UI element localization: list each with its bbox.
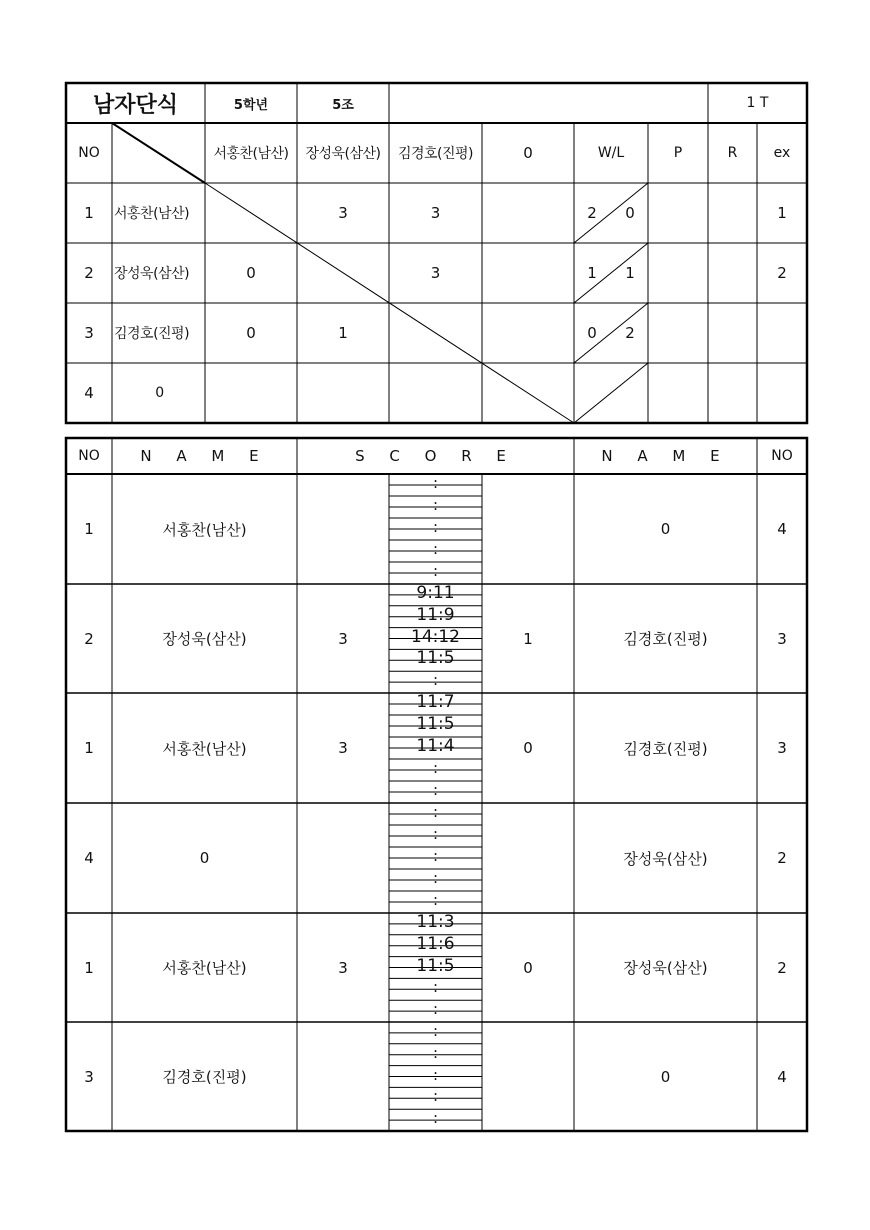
league-row-no: 2 (84, 264, 94, 282)
set-score: : (432, 847, 439, 866)
match-no-right: 3 (777, 629, 787, 648)
league-ex (757, 363, 807, 423)
match-no-left-header: NO (78, 448, 100, 464)
league-result-cell (482, 183, 574, 243)
match-score-right: 0 (523, 958, 533, 977)
league-wins: 2 (587, 204, 597, 222)
match-no-left: 4 (84, 849, 94, 867)
match-name-right: 장성욱(삼산) (623, 849, 708, 868)
league-rank (708, 363, 757, 423)
match-no-left: 1 (84, 520, 94, 538)
league-ex: 2 (777, 264, 787, 282)
set-score: : (432, 891, 439, 910)
set-score: : (432, 803, 439, 822)
league-rank (708, 183, 757, 243)
set-score: 11:5 (416, 955, 455, 976)
match-name-right: 0 (660, 520, 671, 538)
league-col-player-2: 장성욱(삼산) (305, 146, 381, 162)
set-score: 14:12 (411, 626, 460, 647)
match-score-left (297, 1022, 389, 1131)
league-result-cell: 3 (430, 264, 441, 282)
table-number: 1 T (746, 95, 769, 111)
set-score: : (432, 1043, 439, 1062)
league-losses: 2 (625, 324, 635, 342)
league-losses (618, 363, 642, 423)
league-no-header: NO (78, 145, 100, 161)
set-score: 11:7 (416, 692, 455, 713)
match-score-right (482, 1022, 574, 1131)
league-col-player-4: 0 (523, 144, 533, 162)
league-points (648, 243, 708, 303)
league-row-no: 1 (84, 204, 94, 222)
league-rank (708, 303, 757, 363)
set-score: 9:11 (416, 582, 455, 603)
set-score: : (432, 759, 439, 778)
set-score: : (432, 869, 439, 888)
match-no-right: 2 (777, 849, 787, 867)
match-score-right: 0 (523, 739, 533, 757)
league-wl-header: W/L (597, 145, 625, 161)
match-score-left: 3 (338, 958, 348, 977)
set-score: 11:5 (416, 648, 455, 669)
match-score-header: S C O R E (355, 447, 516, 465)
match-score-left (297, 474, 389, 584)
league-wins: 0 (587, 324, 597, 342)
league-result-cell (482, 363, 574, 423)
match-no-right: 3 (777, 739, 787, 757)
league-wins: 1 (587, 264, 597, 282)
match-name-right: 김경호(진평) (623, 739, 708, 758)
league-wins (580, 363, 604, 423)
set-score: : (432, 1109, 439, 1128)
league-row-name: 장성욱(삼산) (114, 266, 190, 282)
league-rank (708, 243, 757, 303)
league-result-cell (482, 303, 574, 363)
league-result-cell: 1 (338, 324, 348, 342)
group-label: 5조 (332, 97, 354, 113)
league-points (648, 303, 708, 363)
set-score: : (432, 562, 439, 581)
league-result-cell: 0 (246, 264, 256, 282)
match-no-right: 4 (777, 1067, 787, 1086)
league-row-no: 3 (84, 324, 94, 342)
match-name-right: 장성욱(삼산) (623, 959, 708, 977)
set-score: : (432, 671, 439, 690)
match-name-left: 서홍찬(남산) (162, 959, 247, 977)
league-row-name: 0 (155, 385, 164, 401)
league-result-cell (389, 363, 482, 423)
match-no-right-header: NO (771, 448, 793, 464)
set-score: : (432, 978, 439, 997)
league-points (648, 183, 708, 243)
league-result-cell: 3 (430, 204, 441, 222)
set-score: : (432, 540, 439, 559)
league-losses: 0 (625, 204, 635, 222)
league-row-name: 김경호(진평) (114, 326, 190, 342)
set-score: : (432, 1065, 439, 1084)
match-no-right: 2 (777, 958, 787, 977)
set-score: : (432, 1087, 439, 1106)
event-title: 남자단식 (92, 92, 178, 118)
match-name-right: 0 (660, 1067, 671, 1086)
match-score-right: 1 (523, 629, 533, 648)
set-score: 11:5 (416, 714, 455, 735)
set-score: : (432, 1000, 439, 1019)
grade-label: 5학년 (233, 97, 269, 113)
league-ex (757, 303, 807, 363)
league-result-cell (205, 183, 297, 243)
league-r-header: R (727, 145, 738, 161)
league-result-cell: 0 (246, 324, 256, 342)
league-col-player-3: 김경호(진평) (397, 146, 474, 162)
league-result-cell (389, 303, 482, 363)
league-result-cell (205, 363, 297, 423)
match-name-left-header: N A M E (140, 447, 269, 465)
set-score: 11:3 (416, 911, 455, 932)
match-name-right: 김경호(진평) (623, 630, 708, 648)
match-score-right (482, 474, 574, 584)
league-ex: 1 (777, 204, 787, 222)
match-score-right (482, 803, 574, 913)
set-score: : (432, 825, 439, 844)
match-name-left: 서홍찬(남산) (162, 520, 247, 539)
league-result-cell (297, 243, 389, 303)
match-no-left: 2 (84, 629, 94, 648)
match-name-left: 장성욱(삼산) (162, 630, 247, 648)
league-row-no: 4 (84, 384, 94, 402)
match-name-left: 서홍찬(남산) (162, 739, 247, 758)
set-score: : (432, 781, 439, 800)
league-losses: 1 (625, 264, 635, 282)
match-no-left: 3 (84, 1067, 94, 1086)
match-name-left: 김경호(진평) (162, 1068, 247, 1086)
header-blank (389, 83, 708, 123)
set-score: : (432, 474, 439, 493)
league-points (648, 363, 708, 423)
league-p-header: P (673, 145, 683, 161)
set-score: : (432, 518, 439, 537)
league-col-player-1: 서홍찬(남산) (213, 146, 289, 162)
set-score: 11:6 (416, 933, 455, 954)
set-score: : (432, 496, 439, 515)
league-result-cell (297, 363, 389, 423)
match-name-left: 0 (199, 849, 210, 867)
match-no-right: 4 (777, 520, 787, 538)
league-result-cell (482, 243, 574, 303)
match-score-left: 3 (338, 629, 348, 648)
match-no-left: 1 (84, 739, 94, 757)
league-ex-header: ex (773, 145, 791, 161)
league-result-cell: 3 (338, 204, 348, 222)
league-row-name: 서홍찬(남산) (114, 206, 190, 222)
set-score: 11:9 (416, 604, 455, 625)
match-score-left: 3 (338, 739, 348, 757)
match-score-left (297, 803, 389, 913)
set-score: 11:4 (416, 736, 455, 757)
match-no-left: 1 (84, 958, 94, 977)
match-name-right-header: N A M E (601, 447, 730, 465)
set-score: : (432, 1021, 439, 1040)
